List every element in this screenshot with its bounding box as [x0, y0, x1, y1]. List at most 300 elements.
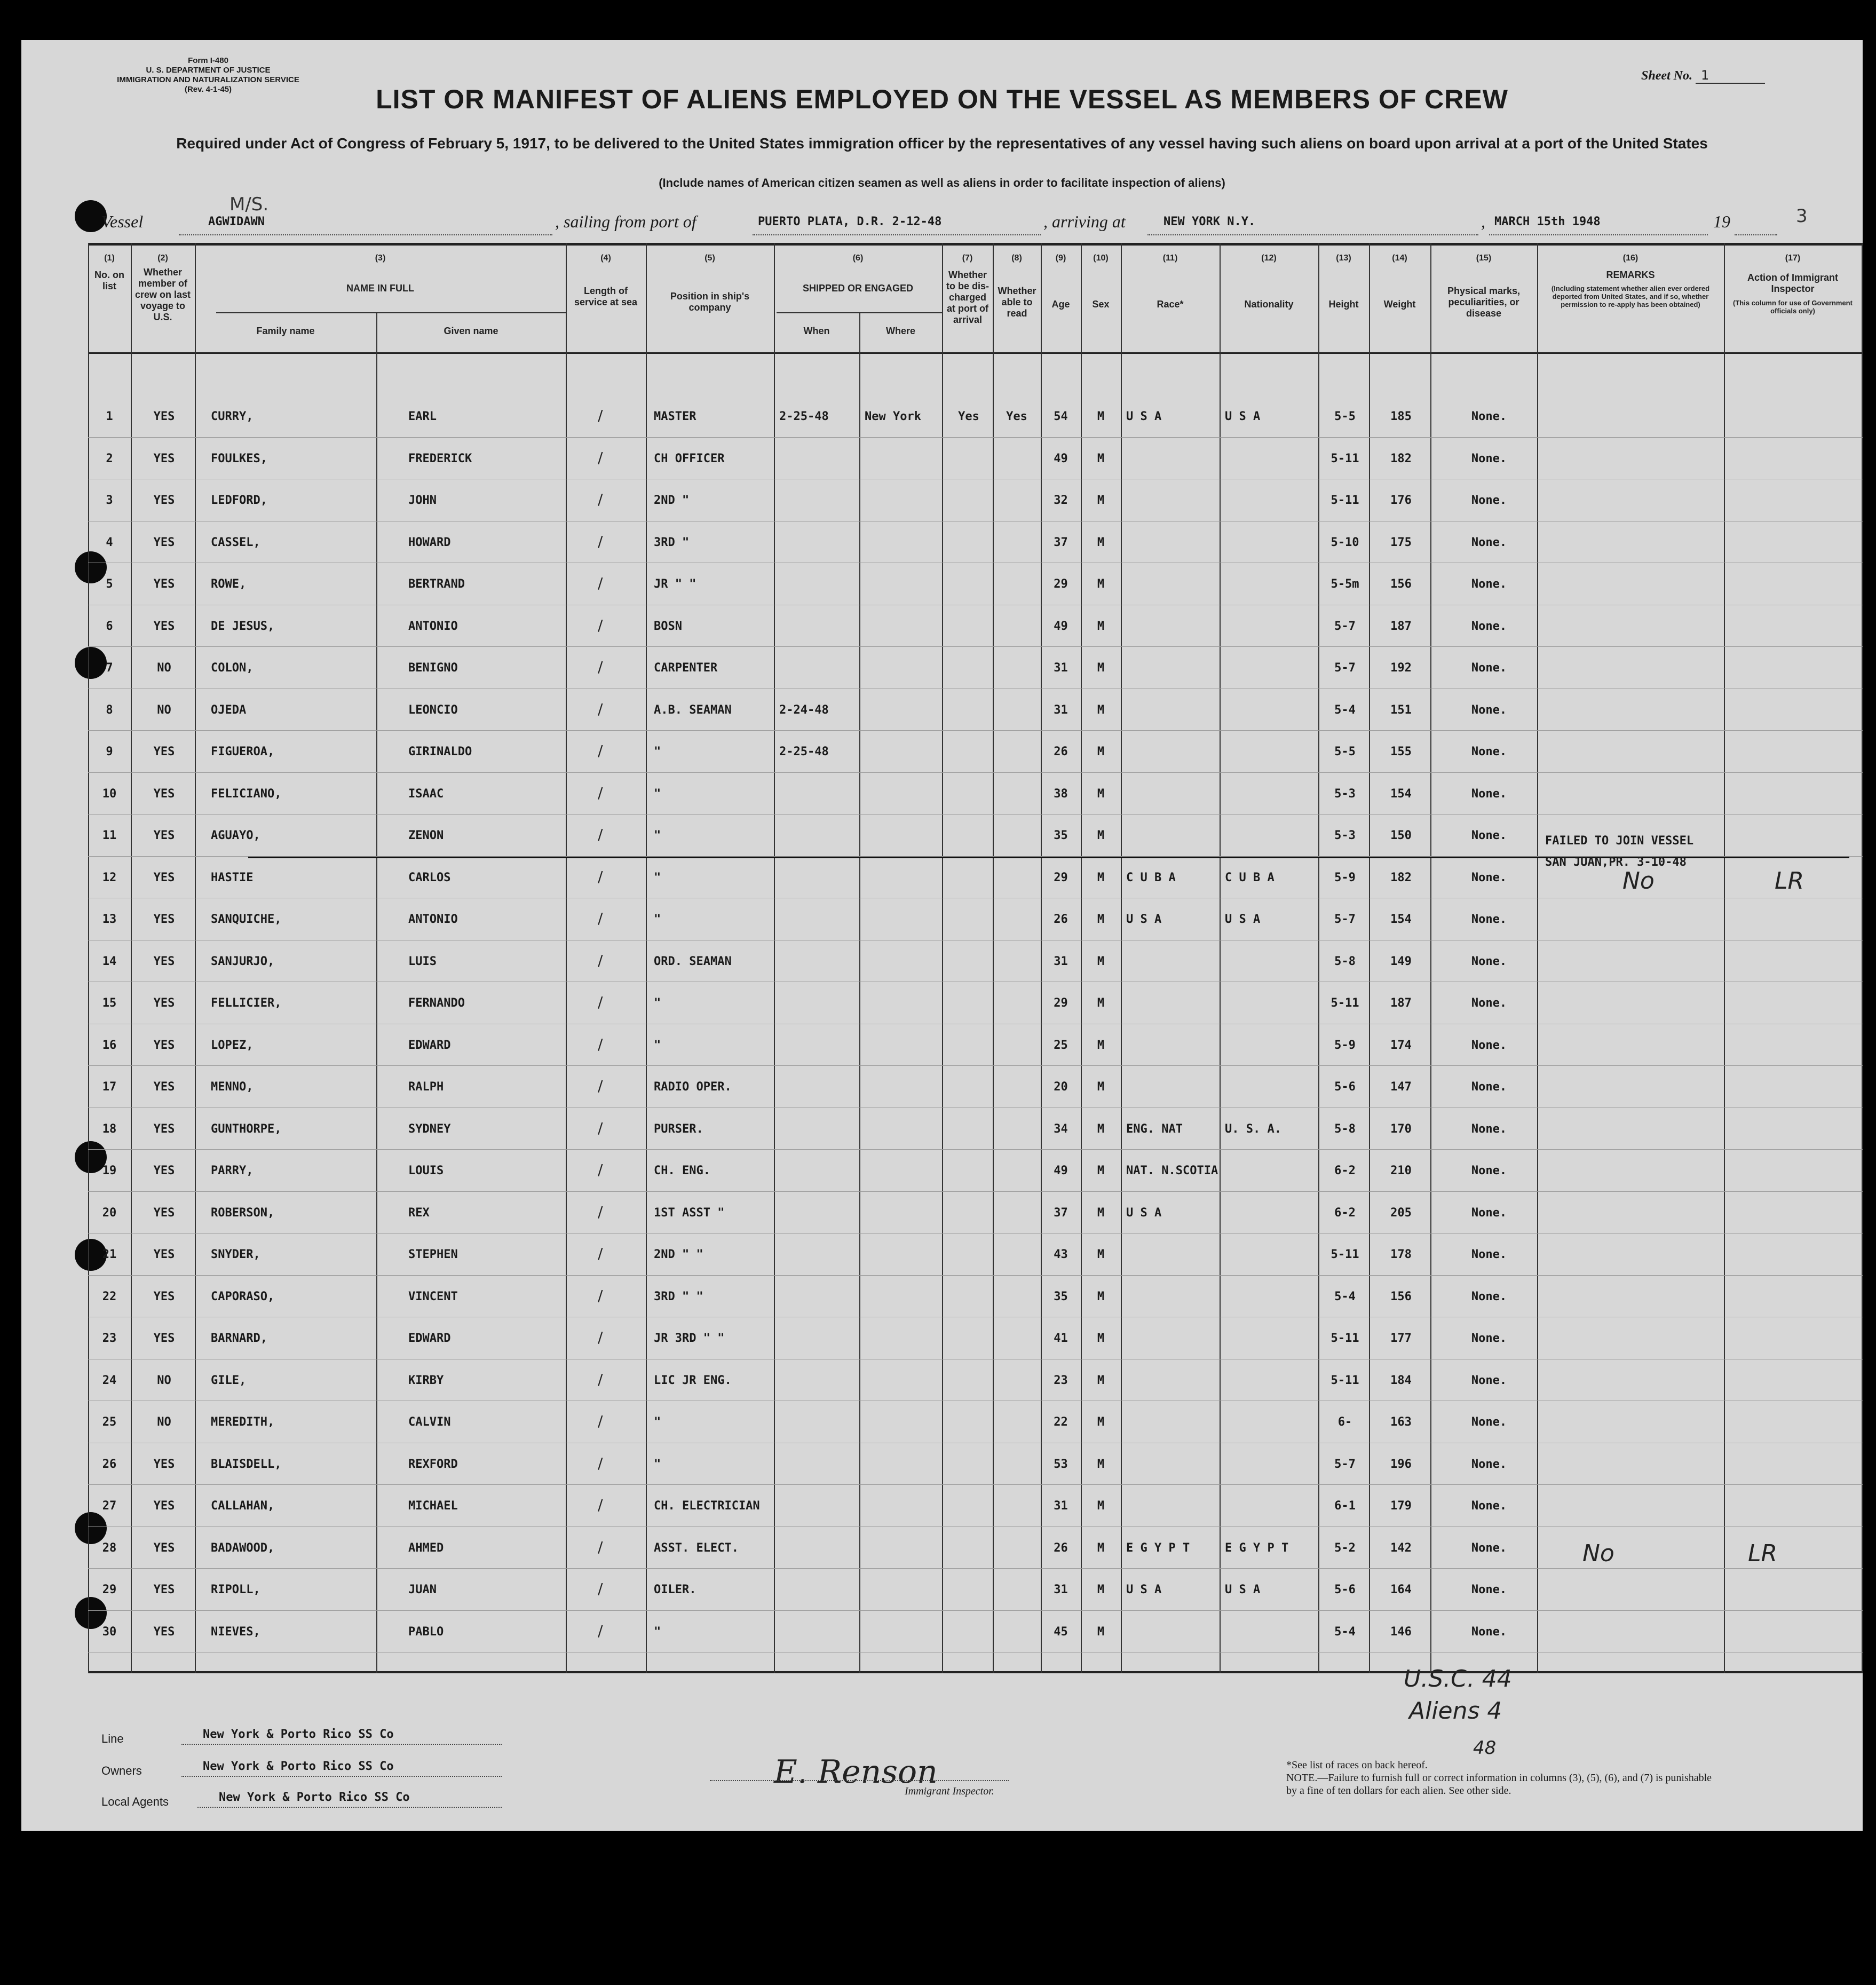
- cell-family: PARRY,: [211, 1164, 254, 1177]
- cell-height: 5-5: [1334, 410, 1356, 423]
- cell-weight: 178: [1390, 1248, 1412, 1261]
- cell-no: 5: [106, 578, 113, 591]
- cell-position: 3RD ": [654, 535, 690, 549]
- cell-family: HASTIE: [211, 871, 254, 884]
- cell-no: 19: [102, 1164, 117, 1177]
- cell-weight: 210: [1390, 1164, 1412, 1177]
- header-family-name: Family name: [256, 326, 315, 336]
- header-name-in-full: NAME IN FULL: [346, 283, 414, 294]
- cell-given: HOWARD: [408, 535, 451, 549]
- cell-given: EARL: [408, 410, 437, 423]
- cell-family: SANJURJO,: [211, 954, 275, 968]
- cell-position: A.B. SEAMAN: [654, 703, 732, 717]
- cell-sex: M: [1097, 452, 1105, 465]
- cell-member: YES: [153, 745, 175, 758]
- cell-weight: 196: [1390, 1457, 1412, 1471]
- inspector-action-mark: LR: [1775, 867, 1804, 895]
- cell-position: BOSN: [654, 619, 682, 633]
- cell-phys: None.: [1471, 1122, 1507, 1136]
- cell-family: MEREDITH,: [211, 1415, 275, 1429]
- date-comma: ,: [1481, 212, 1485, 231]
- footnote-races: *See list of races on back hereof.: [1286, 1759, 1428, 1771]
- table-row: [88, 563, 1863, 604]
- cell-sex: M: [1097, 1373, 1105, 1387]
- table-row: [88, 1568, 1863, 1610]
- cell-no: 17: [102, 1080, 117, 1094]
- cell-family: DE JESUS,: [211, 619, 275, 633]
- cell-position: ": [654, 871, 661, 884]
- year-underline: [1735, 213, 1777, 235]
- cell-no: 20: [102, 1206, 117, 1220]
- cell-no: 1: [106, 410, 113, 423]
- cell-sex: M: [1097, 1038, 1105, 1052]
- cell-given: ISAAC: [408, 787, 444, 801]
- cell-position: 3RD " ": [654, 1290, 703, 1303]
- table-row: [88, 730, 1863, 772]
- col-num: (13): [1336, 254, 1351, 263]
- col-num: (5): [705, 254, 715, 263]
- header-where: Where: [885, 326, 915, 336]
- manifest-sheet: [21, 40, 1863, 1831]
- owners-value: New York & Porto Rico SS Co: [181, 1760, 502, 1777]
- cell-no: 3: [106, 494, 113, 507]
- cell-given: REXFORD: [408, 1457, 458, 1471]
- cell-nat: U S A: [1225, 410, 1261, 423]
- cell-height: 5-2: [1334, 1541, 1356, 1555]
- cell-phys: None.: [1471, 494, 1507, 507]
- cell-weight: 184: [1390, 1373, 1412, 1387]
- cell-height: 6-: [1337, 1415, 1352, 1429]
- cell-sex: M: [1097, 1457, 1105, 1471]
- cell-family: CASSEL,: [211, 535, 260, 549]
- cell-member: YES: [153, 494, 175, 507]
- cell-position: ": [654, 745, 661, 758]
- cell-family: FELLICIER,: [211, 997, 282, 1010]
- cell-phys: None.: [1471, 1625, 1507, 1639]
- service-check-mark: /: [598, 1496, 603, 1514]
- cell-family: MENNO,: [211, 1080, 254, 1094]
- table-row: [88, 772, 1863, 814]
- cell-sex: M: [1097, 1415, 1105, 1429]
- cell-age: 49: [1054, 619, 1068, 633]
- line-label: Line: [101, 1732, 124, 1745]
- cell-no: 29: [102, 1583, 117, 1596]
- cell-phys: None.: [1471, 452, 1507, 465]
- cell-given: MICHAEL: [408, 1499, 458, 1513]
- cell-height: 6-2: [1334, 1164, 1356, 1177]
- cell-sex: M: [1097, 745, 1105, 758]
- header-height: Height: [1328, 299, 1359, 310]
- footer: [21, 1665, 1863, 1831]
- header-shipped: SHIPPED OR ENGAGED: [802, 283, 914, 294]
- cell-when: 2-25-48: [779, 745, 829, 758]
- cell-no: 15: [102, 997, 117, 1010]
- cell-height: 5-6: [1334, 1583, 1356, 1596]
- service-check-mark: /: [598, 574, 603, 592]
- cell-weight: 147: [1390, 1080, 1412, 1094]
- cell-phys: None.: [1471, 913, 1507, 926]
- cell-given: BERTRAND: [408, 578, 465, 591]
- tally-total: 48: [1473, 1737, 1497, 1759]
- cell-position: ": [654, 1625, 661, 1639]
- header-race: Race*: [1157, 299, 1184, 310]
- cell-height: 5-11: [1331, 1248, 1359, 1261]
- cell-height: 5-7: [1334, 619, 1356, 633]
- cell-family: COLON,: [211, 661, 254, 675]
- cell-member: NO: [157, 703, 171, 717]
- cell-age: 54: [1054, 410, 1068, 423]
- header-remarks: REMARKS: [1606, 270, 1655, 280]
- tally-aliens: Aliens 4: [1409, 1697, 1502, 1725]
- cell-sex: M: [1097, 1290, 1105, 1303]
- header-action-note: (This column for use of Government officials only): [1733, 299, 1853, 315]
- cell-age: 41: [1054, 1332, 1068, 1345]
- cell-given: REX: [408, 1206, 430, 1220]
- service: IMMIGRATION AND NATURALIZATION SERVICE: [117, 75, 299, 84]
- cell-position: JR " ": [654, 578, 696, 591]
- cell-when: 2-25-48: [779, 410, 829, 423]
- cell-read: Yes: [1006, 410, 1027, 423]
- arriving-label: , arriving at: [1043, 212, 1126, 231]
- sheet-number: [1641, 68, 1765, 84]
- cell-given: CARLOS: [408, 871, 451, 884]
- cell-age: 29: [1054, 871, 1068, 884]
- header-able-read: Whether able to read: [998, 286, 1036, 319]
- cell-no: 10: [102, 787, 117, 801]
- cell-position: 1ST ASST ": [654, 1206, 725, 1220]
- cell-height: 5-7: [1334, 913, 1356, 926]
- cell-weight: 170: [1390, 1122, 1412, 1136]
- cell-member: YES: [153, 619, 175, 633]
- cell-race: U S A: [1126, 1206, 1162, 1220]
- cell-no: 8: [106, 703, 113, 717]
- cell-age: 35: [1054, 829, 1068, 842]
- cell-member: YES: [153, 1038, 175, 1052]
- header-when: When: [803, 326, 830, 336]
- cell-member: YES: [153, 1080, 175, 1094]
- service-check-mark: /: [598, 951, 603, 969]
- cell-race: E G Y P T: [1126, 1541, 1190, 1555]
- cell-sex: M: [1097, 661, 1105, 675]
- cell-age: 23: [1054, 1373, 1068, 1387]
- cell-weight: 187: [1390, 619, 1412, 633]
- form-number: Form I-480: [188, 56, 228, 65]
- cell-race: NAT. N.SCOTIA: [1126, 1164, 1218, 1177]
- cell-family: SANQUICHE,: [211, 913, 282, 926]
- cell-phys: None.: [1471, 787, 1507, 801]
- cell-height: 5-6: [1334, 1080, 1356, 1094]
- table-row: [88, 982, 1863, 1023]
- cell-height: 5-4: [1334, 703, 1356, 717]
- table-row: [88, 646, 1863, 688]
- corner-mark: 3: [1796, 205, 1808, 227]
- cell-member: YES: [153, 1248, 175, 1261]
- voyage-line: [101, 194, 1809, 238]
- cell-family: SNYDER,: [211, 1248, 260, 1261]
- cell-age: 22: [1054, 1415, 1068, 1429]
- cell-family: BADAWOOD,: [211, 1541, 275, 1555]
- cell-height: 5-4: [1334, 1625, 1356, 1639]
- cell-phys: None.: [1471, 1164, 1507, 1177]
- service-check-mark: /: [598, 1538, 603, 1556]
- agents-value: New York & Porto Rico SS Co: [197, 1791, 502, 1808]
- cell-sex: M: [1097, 619, 1105, 633]
- cell-weight: 174: [1390, 1038, 1412, 1052]
- service-check-mark: /: [598, 700, 603, 718]
- cell-height: 5-3: [1334, 787, 1356, 801]
- cell-race: U S A: [1126, 410, 1162, 423]
- cell-nat: E G Y P T: [1225, 1541, 1289, 1555]
- header-remarks-note: (Including statement whether alien ever ordered deported from United States, and if so, whether permission to re-apply has been obtained): [1551, 284, 1710, 309]
- cell-position: ORD. SEAMAN: [654, 954, 732, 968]
- cell-given: BENIGNO: [408, 661, 458, 675]
- col-num: (1): [104, 254, 115, 263]
- table-row: [88, 1317, 1863, 1358]
- cell-member: YES: [153, 1164, 175, 1177]
- cell-member: YES: [153, 410, 175, 423]
- cell-phys: None.: [1471, 1373, 1507, 1387]
- cell-member: YES: [153, 1541, 175, 1555]
- cell-height: 5-5: [1334, 745, 1356, 758]
- table-row: [88, 605, 1863, 646]
- cell-member: YES: [153, 787, 175, 801]
- table-row: [88, 1275, 1863, 1317]
- cell-height: 5-11: [1331, 1332, 1359, 1345]
- cell-position: MASTER: [654, 410, 696, 423]
- service-check-mark: /: [598, 1328, 603, 1346]
- cell-phys: None.: [1471, 410, 1507, 423]
- cell-member: YES: [153, 954, 175, 968]
- cell-height: 6-1: [1334, 1499, 1356, 1513]
- cell-sex: M: [1097, 1625, 1105, 1639]
- cell-member: YES: [153, 913, 175, 926]
- cell-age: 49: [1054, 452, 1068, 465]
- cell-no: 22: [102, 1290, 117, 1303]
- cell-phys: None.: [1471, 1415, 1507, 1429]
- cell-given: CALVIN: [408, 1415, 451, 1429]
- service-check-mark: /: [598, 1454, 603, 1472]
- service-check-mark: /: [598, 1622, 603, 1640]
- cell-member: YES: [153, 452, 175, 465]
- cell-position: CH OFFICER: [654, 452, 725, 465]
- cell-phys: None.: [1471, 1541, 1507, 1555]
- cell-given: FERNANDO: [408, 997, 465, 1010]
- col-num: (7): [962, 254, 973, 263]
- cell-weight: 163: [1390, 1415, 1412, 1429]
- footnote: [1286, 1759, 1713, 1797]
- cell-sex: M: [1097, 787, 1105, 801]
- cell-weight: 154: [1390, 787, 1412, 801]
- cell-weight: 192: [1390, 661, 1412, 675]
- cell-family: BLAISDELL,: [211, 1457, 282, 1471]
- voyage-date: MARCH 15th 1948: [1494, 215, 1601, 228]
- service-check-mark: /: [598, 1035, 603, 1053]
- cell-family: GUNTHORPE,: [211, 1122, 282, 1136]
- header-physical: Physical marks, peculiarities, or disease: [1447, 286, 1521, 319]
- remark-handwritten-mark: No: [1582, 1540, 1614, 1567]
- cell-height: 5-11: [1331, 494, 1359, 507]
- cell-phys: None.: [1471, 954, 1507, 968]
- cell-no: 26: [102, 1457, 117, 1471]
- cell-age: 38: [1054, 787, 1068, 801]
- service-check-mark: /: [598, 491, 603, 508]
- cell-no: 16: [102, 1038, 117, 1052]
- cell-sex: M: [1097, 954, 1105, 968]
- cell-sex: M: [1097, 1122, 1105, 1136]
- sheet-label: Sheet No.: [1641, 69, 1692, 83]
- cell-age: 31: [1054, 954, 1068, 968]
- cell-weight: 176: [1390, 494, 1412, 507]
- cell-weight: 151: [1390, 703, 1412, 717]
- cell-nat: U S A: [1225, 913, 1261, 926]
- agents-label: Local Agents: [101, 1795, 169, 1808]
- cell-family: FELICIANO,: [211, 787, 282, 801]
- cell-given: RALPH: [408, 1080, 444, 1094]
- cell-position: ": [654, 787, 661, 801]
- cell-phys: None.: [1471, 1457, 1507, 1471]
- tally-uscitizens: U.S.C. 44: [1404, 1665, 1512, 1693]
- cell-age: 31: [1054, 1583, 1068, 1596]
- cell-member: NO: [157, 661, 171, 675]
- table-row: [88, 1149, 1863, 1191]
- cell-member: NO: [157, 1415, 171, 1429]
- cell-sex: M: [1097, 1583, 1105, 1596]
- cell-given: GIRINALDO: [408, 745, 472, 758]
- cell-height: 5-9: [1334, 1038, 1356, 1052]
- cell-family: ROBERSON,: [211, 1206, 275, 1220]
- cell-phys: None.: [1471, 1290, 1507, 1303]
- cell-family: CALLAHAN,: [211, 1499, 275, 1513]
- cell-member: YES: [153, 1290, 175, 1303]
- remark-text: FAILED TO JOIN VESSEL: [1545, 834, 1694, 848]
- crew-table: [88, 243, 1863, 1673]
- cell-given: AHMED: [408, 1541, 444, 1555]
- cell-given: JOHN: [408, 494, 437, 507]
- service-check-mark: /: [598, 616, 603, 634]
- cell-given: EDWARD: [408, 1332, 451, 1345]
- service-check-mark: /: [598, 1412, 603, 1430]
- header-length-service: Length of service at sea: [574, 286, 638, 307]
- service-check-mark: /: [598, 1077, 603, 1095]
- header-bottom-rule: [88, 352, 1863, 354]
- service-check-mark: /: [598, 407, 603, 424]
- cell-position: ": [654, 997, 661, 1010]
- cell-family: FIGUEROA,: [211, 745, 275, 758]
- cell-weight: 142: [1390, 1541, 1412, 1555]
- signature-line: [710, 1780, 1009, 1781]
- service-check-mark: /: [598, 1580, 603, 1598]
- service-check-mark: /: [598, 742, 603, 760]
- cell-given: ZENON: [408, 829, 444, 842]
- cell-member: YES: [153, 1625, 175, 1639]
- sailing-label: , sailing from port of: [555, 212, 696, 231]
- cell-phys: None.: [1471, 1248, 1507, 1261]
- cell-height: 5-3: [1334, 829, 1356, 842]
- header-discharged: Whether to be dis-charged at port of arrival: [946, 270, 989, 325]
- cell-weight: 179: [1390, 1499, 1412, 1513]
- cell-position: ASST. ELECT.: [654, 1541, 739, 1555]
- cell-weight: 156: [1390, 1290, 1412, 1303]
- table-row: [88, 940, 1863, 982]
- cell-age: 25: [1054, 1038, 1068, 1052]
- cell-height: 5-7: [1334, 661, 1356, 675]
- col-num: (15): [1476, 254, 1492, 263]
- cell-height: 5-5m: [1331, 578, 1359, 591]
- cell-age: 49: [1054, 1164, 1068, 1177]
- cell-member: YES: [153, 1583, 175, 1596]
- cell-age: 45: [1054, 1625, 1068, 1639]
- cell-given: SYDNEY: [408, 1122, 451, 1136]
- cell-weight: 155: [1390, 745, 1412, 758]
- cell-family: FOULKES,: [211, 452, 267, 465]
- cell-phys: None.: [1471, 1038, 1507, 1052]
- cell-sex: M: [1097, 578, 1105, 591]
- vessel-prefix: M/S.: [229, 194, 269, 215]
- cell-position: RADIO OPER.: [654, 1080, 732, 1094]
- cell-position: ": [654, 1415, 661, 1429]
- cell-age: 43: [1054, 1248, 1068, 1261]
- table-row: [88, 1191, 1863, 1233]
- cell-position: OILER.: [654, 1583, 696, 1596]
- cell-phys: None.: [1471, 1583, 1507, 1596]
- service-check-mark: /: [598, 1245, 603, 1262]
- col-num: (17): [1785, 254, 1801, 263]
- cell-when: 2-24-48: [779, 703, 829, 717]
- cell-race: C U B A: [1126, 871, 1176, 884]
- col-num: (3): [375, 254, 386, 263]
- cell-sex: M: [1097, 1332, 1105, 1345]
- cell-weight: 182: [1390, 871, 1412, 884]
- cell-race: U S A: [1126, 913, 1162, 926]
- cell-family: OJEDA: [211, 703, 247, 717]
- table-row: [88, 689, 1863, 730]
- cell-phys: None.: [1471, 871, 1507, 884]
- service-check-mark: /: [598, 1370, 603, 1388]
- name-subheader-rule: [216, 312, 566, 313]
- cell-given: JUAN: [408, 1583, 437, 1596]
- cell-weight: 156: [1390, 578, 1412, 591]
- cell-age: 26: [1054, 913, 1068, 926]
- cell-sex: M: [1097, 997, 1105, 1010]
- cell-no: 14: [102, 954, 117, 968]
- cell-weight: 185: [1390, 410, 1412, 423]
- cell-weight: 205: [1390, 1206, 1412, 1220]
- cell-height: 5-8: [1334, 1122, 1356, 1136]
- cell-nat: C U B A: [1225, 871, 1275, 884]
- remark-handwritten-mark: No: [1622, 867, 1655, 895]
- col-num: (9): [1055, 254, 1066, 263]
- cell-height: 5-7: [1334, 1457, 1356, 1471]
- cell-member: YES: [153, 871, 175, 884]
- cell-given: PABLO: [408, 1625, 444, 1639]
- department: U. S. DEPARTMENT OF JUSTICE: [146, 66, 271, 75]
- remark-text: SAN JUAN,PR. 3-10-48: [1545, 856, 1687, 869]
- table-row: [88, 1359, 1863, 1401]
- cell-age: 37: [1054, 535, 1068, 549]
- cell-member: YES: [153, 535, 175, 549]
- table-row: [88, 1610, 1863, 1652]
- cell-position: 2ND ": [654, 494, 690, 507]
- header-action: Action of Immigrant Inspector: [1747, 272, 1838, 294]
- cell-no: 28: [102, 1541, 117, 1555]
- year-label: 19: [1713, 212, 1730, 231]
- header-age: Age: [1051, 299, 1070, 310]
- cell-no: 24: [102, 1373, 117, 1387]
- cell-family: NIEVES,: [211, 1625, 260, 1639]
- cell-member: YES: [153, 997, 175, 1010]
- header-given-name: Given name: [444, 326, 498, 336]
- cell-weight: 164: [1390, 1583, 1412, 1596]
